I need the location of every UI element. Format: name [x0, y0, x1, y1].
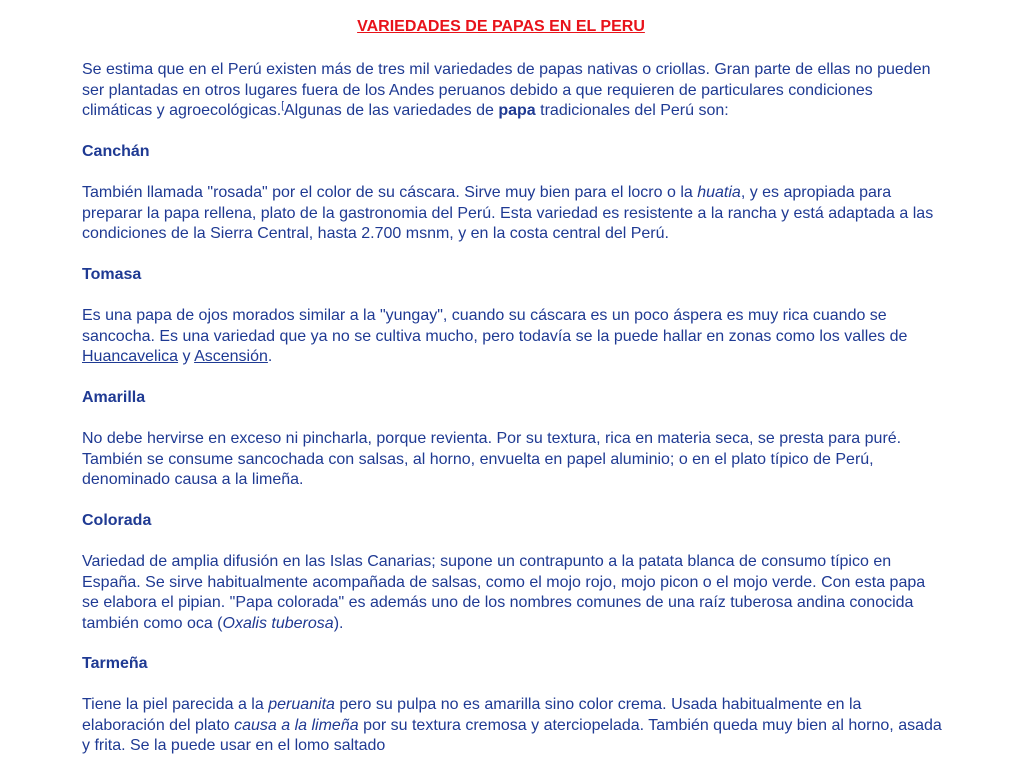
section-canchan	[82, 142, 942, 163]
page-title: VARIEDADES DE PAPAS EN EL PERU	[357, 18, 645, 35]
intro-text-2: Algunas de las variedades de	[283, 102, 499, 120]
intro-bold-papa: papa	[498, 102, 536, 120]
tarmena-em-1: peruanita	[268, 696, 335, 713]
section-colorada	[82, 511, 942, 532]
tomasa-text-1: Es una papa de ojos morados similar a la "yungay", cuando su cáscara es un poco áspera es muy rica cuando se sancocha. Es una variedad que ya no se cultiva mucho, pero todavía se la puede hallar en zonas como los valles de	[82, 307, 908, 345]
tarmena-text-3: por su textura cremosa y aterciopelada. También queda muy bien al horno, asada y frita. Se la puede usar en el lomo saltado	[82, 716, 942, 755]
heading-tarmena: Tarmeña	[82, 655, 148, 672]
section-tomasa	[82, 265, 942, 286]
tomasa-text-2: y	[178, 348, 195, 366]
heading-canchan: Canchán	[82, 143, 150, 160]
link-ascension[interactable]: Ascensión	[194, 348, 268, 366]
reference-marker[interactable]: [	[281, 100, 284, 112]
heading-tomasa: Tomasa	[82, 266, 142, 283]
tarmena-text-2: pero su pulpa no es amarilla sino color crema. Usada habitualmente en la elaboración del plato	[82, 696, 862, 734]
section-amarilla	[82, 388, 942, 409]
canchan-text-2: , y es apropiada para preparar la papa rellena, plato de la gastronomia del Perú. Esta variedad es resistente a la rancha y está adaptada a las condiciones de la Sierra Central, hasta 2.700 msnm, y en la costa central del Perú.	[82, 184, 934, 243]
tomasa-text-3: .	[267, 348, 273, 366]
heading-amarilla: Amarilla	[82, 389, 146, 406]
colorada-text-2: ).	[333, 614, 344, 632]
tarmena-em-2: causa a la limeña	[234, 716, 359, 734]
paragraph-canchan	[82, 183, 942, 245]
canchan-em: huatia	[697, 184, 741, 201]
intro-text-3: tradicionales del Perú son:	[535, 102, 729, 120]
paragraph-amarilla	[82, 429, 942, 491]
intro-paragraph	[82, 60, 942, 122]
colorada-em: Oxalis tuberosa	[222, 614, 334, 632]
tarmena-text-1: Tiene la piel parecida a la	[82, 696, 269, 713]
intro-text-1: Se estima que en el Perú existen más de tres mil variedades de papas nativas o criollas. Gran parte de ellas no pueden ser plantadas en otros lugares fuera de los Andes peruanos debido a que requieren de particulares condiciones climáticas y agroecológicas.	[82, 61, 931, 120]
paragraph-colorada	[82, 552, 942, 634]
paragraph-tarmena	[82, 695, 942, 757]
canchan-text-1: También llamada "rosada" por el color de su cáscara. Sirve muy bien para el locro o la	[82, 184, 698, 201]
heading-colorada: Colorada	[82, 512, 152, 529]
amarilla-text: No debe hervirse en exceso ni pincharla, porque revienta. Por su textura, rica en materia seca, se presta para puré. También se consume sancochada con salsas, al horno, envuelta en papel aluminio; o en el plato típico de Perú, denominado causa a la limeña.	[82, 430, 902, 489]
link-huancavelica[interactable]: Huancavelica	[82, 348, 179, 366]
section-tarmena	[82, 654, 942, 675]
paragraph-tomasa	[82, 306, 942, 368]
colorada-text-1: Variedad de amplia difusión en las Islas Canarias; supone un contrapunto a la patata blanca de consumo típico en España. Se sirve habitualmente acompañada de salsas, como el mojo rojo, mojo picon o el mojo verde. Con esta papa se elabora el pipian. "Papa colorada" es además uno de los nombres comunes de una raíz tuberosa andina conocida también como oca (	[82, 553, 926, 632]
